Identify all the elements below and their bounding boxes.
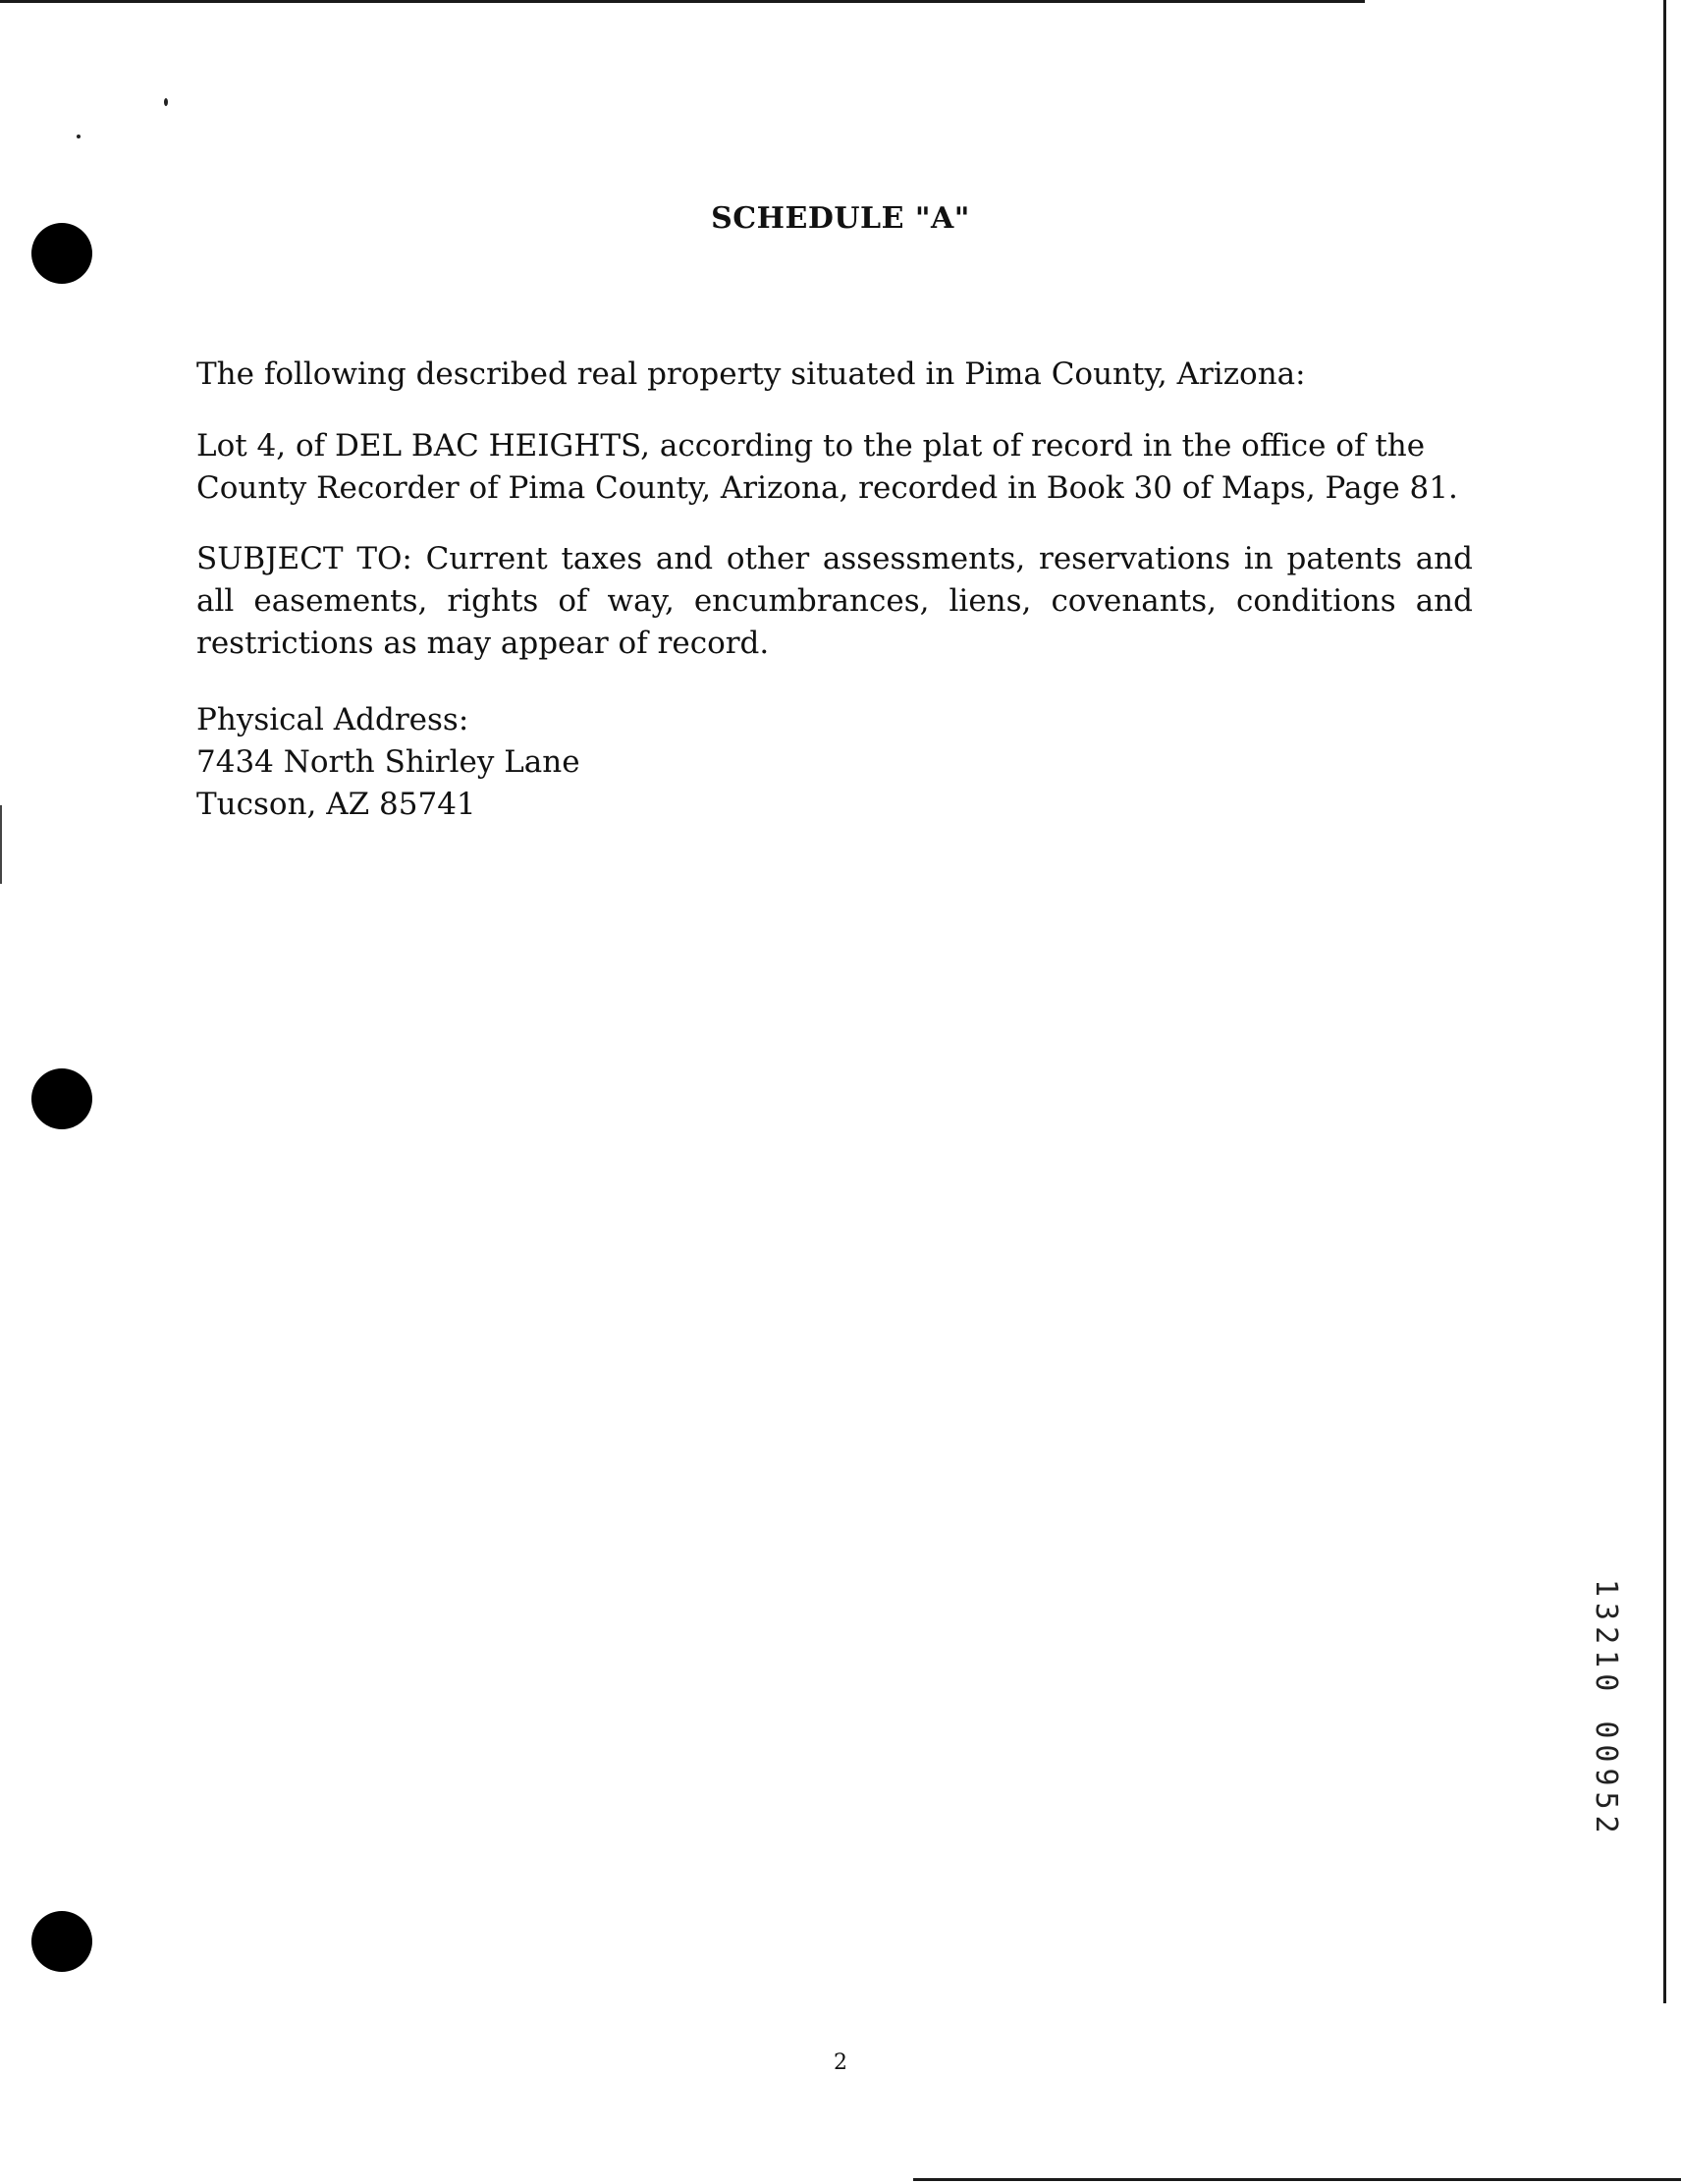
- subject-to-paragraph: SUBJECT TO: Current taxes and other assessments, reservations in patents and all easements, rights of way, encumbrances, liens, covenants, conditions and restrictions as may appear of record.: [196, 541, 1473, 661]
- intro-paragraph: The following described real property situated in Pima County, Arizona:: [196, 356, 1306, 392]
- scan-speck: [77, 135, 81, 138]
- document-title: SCHEDULE "A": [711, 201, 970, 236]
- address-label: Physical Address:: [196, 702, 469, 737]
- scan-edge-right: [1663, 0, 1666, 2003]
- recording-stamp: [1589, 1579, 1635, 1854]
- physical-address-block: [196, 699, 1473, 826]
- scan-edge-top: [0, 0, 1365, 3]
- recording-stamp-text: 13210 00952: [1589, 1579, 1623, 1839]
- page-number: 2: [834, 2050, 847, 2075]
- scan-edge-bottom: [913, 2178, 1681, 2181]
- address-city-state-zip: Tucson, AZ 85741: [196, 787, 476, 822]
- legal-description-paragraph: Lot 4, of DEL BAC HEIGHTS, according to the plat of record in the office of the County Recorder of Pima County, Arizona, recorded in Book 30 of Maps, Page 81.: [196, 428, 1458, 506]
- scan-edge-left: [0, 805, 2, 884]
- punch-hole-middle: [31, 1068, 92, 1129]
- address-street: 7434 North Shirley Lane: [196, 744, 580, 780]
- scan-speck: [164, 98, 168, 106]
- punch-hole-bottom: [31, 1911, 92, 1972]
